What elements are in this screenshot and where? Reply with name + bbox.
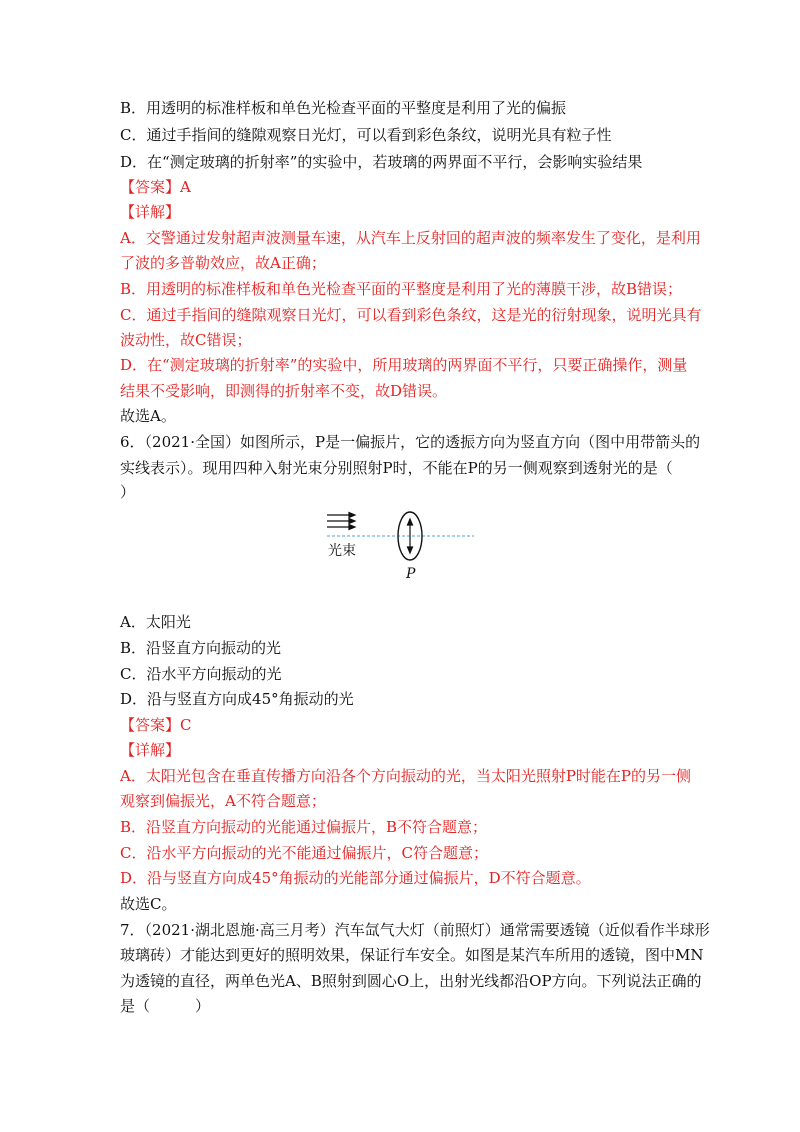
prev-answer: 【答案】A <box>120 178 191 196</box>
q6-explanation-line: A．太阳光包含在垂直传播方向沿各个方向振动的光，当太阳光照射P时能在P的另一侧 <box>120 767 692 785</box>
q6-answer: 【答案】C <box>120 716 192 734</box>
prev-explanation-line: D．在“测定玻璃的折射率”的实验中，所用玻璃的两界面不平行，只要正确操作，测量 <box>120 356 688 374</box>
prev-option-d: D．在“测定玻璃的折射率”的实验中，若玻璃的两界面不平行，会影响实验结果 <box>120 153 643 171</box>
q6-explanation-line: 观察到偏振光，A不符合题意； <box>120 792 326 810</box>
q7-stem-line: 为透镜的直径，两单色光A、B照射到圆心O上，出射光线都沿OP方向。下列说法正确的 <box>120 972 702 990</box>
q6-conclusion: 故选C。 <box>120 895 177 913</box>
q6-detail-title: 【详解】 <box>120 741 181 759</box>
q6-explanation-line: D．沿与竖直方向成45°角振动的光能部分通过偏振片，D不符合题意。 <box>120 869 591 887</box>
q6-option-d: D．沿与竖直方向成45°角振动的光 <box>120 690 354 708</box>
q7-stem-line: 7．（2021·湖北恩施·高三月考）汽车氙气大灯（前照灯）通常需要透镜（近似看作半球形 <box>120 921 710 939</box>
prev-explanation-line: 波动性，故C错误； <box>120 331 252 349</box>
polarizer-label: P <box>406 566 416 582</box>
prev-detail-title: 【详解】 <box>120 203 181 221</box>
q6-option-a: A．太阳光 <box>120 613 191 631</box>
prev-explanation-line: B．用透明的标准样板和单色光检查平面的平整度是利用了光的薄膜干涉，故B错误； <box>120 280 683 298</box>
prev-option-c: C．通过手指间的缝隙观察日光灯，可以看到彩色条纹，说明光具有粒子性 <box>120 126 612 144</box>
prev-conclusion: 故选A。 <box>120 407 176 425</box>
q6-stem-line: 实线表示）。现用四种入射光束分别照射P时，不能在P的另一侧观察到透射光的是（ <box>120 459 673 477</box>
polarizer-figure <box>322 505 482 585</box>
q7-stem-line: 玻璃砖）才能达到更好的照明效果，保证行车安全。如图是某汽车所用的透镜，图中MN <box>120 946 704 964</box>
q6-explanation-line: B．沿竖直方向振动的光能通过偏振片，B不符合题意； <box>120 818 488 836</box>
q6-option-c: C．沿水平方向振动的光 <box>120 665 282 683</box>
q6-explanation-line: C．沿水平方向振动的光不能通过偏振片，C符合题意； <box>120 844 488 862</box>
prev-explanation-line: 了波的多普勒效应，故A正确； <box>120 254 326 272</box>
prev-explanation-line: A．交警通过发射超声波测量车速，从汽车上反射回的超声波的频率发生了变化，是利用 <box>120 229 701 247</box>
prev-explanation-line: 结果不受影响，即测得的折射率不变，故D错误。 <box>120 382 448 400</box>
q7-stem-line: 是（ ） <box>120 997 211 1015</box>
beam-label: 光束 <box>328 543 356 559</box>
prev-option-b: B．用透明的标准样板和单色光检查平面的平整度是利用了光的偏振 <box>120 99 567 117</box>
q6-stem-line: 6．（2021·全国）如图所示，P是一偏振片，它的透振方向为竖直方向（图中用带箭头的 <box>120 433 701 451</box>
q6-option-b: B．沿竖直方向振动的光 <box>120 639 282 657</box>
incident-beam-arrows <box>327 513 355 530</box>
q6-stem-line: ） <box>120 483 136 501</box>
prev-explanation-line: C．通过手指间的缝隙观察日光灯，可以看到彩色条纹，这是光的衍射现象，说明光具有 <box>120 306 702 324</box>
